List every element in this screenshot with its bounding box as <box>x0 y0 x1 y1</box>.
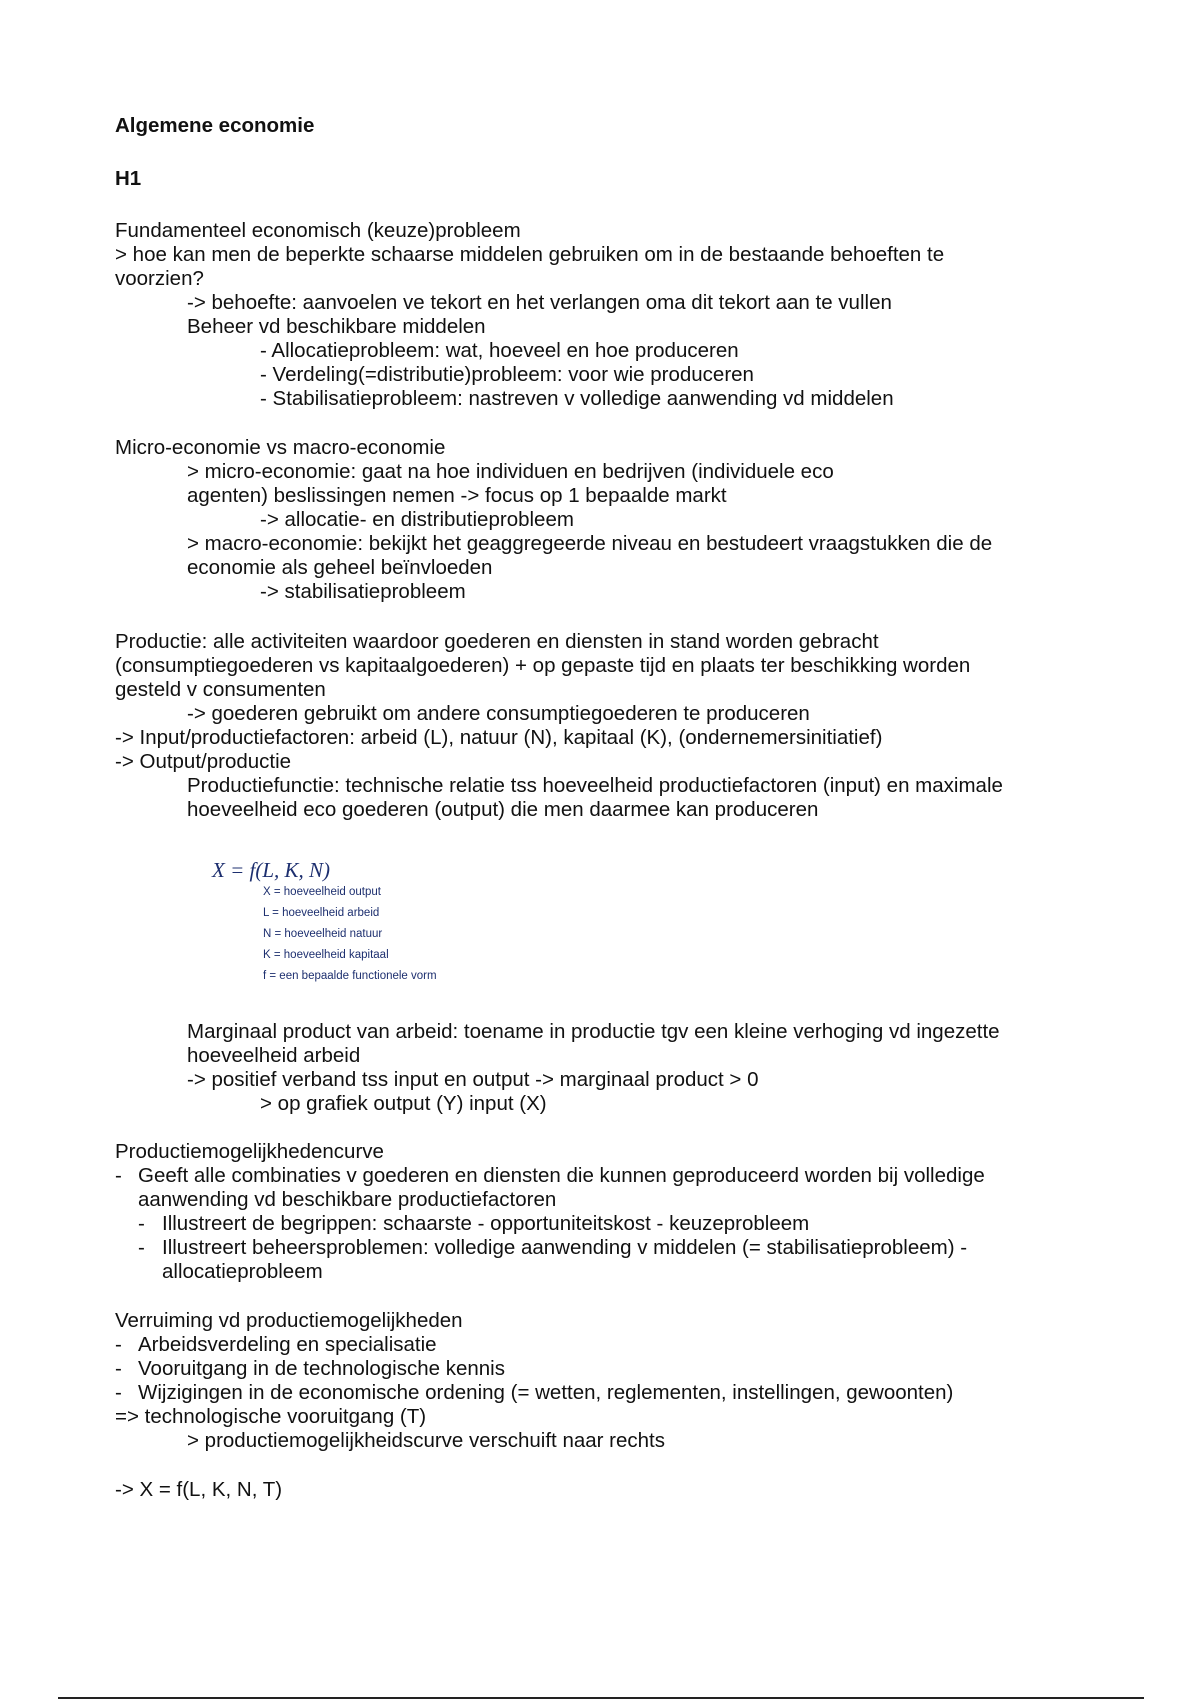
text-line: hoeveelheid eco goederen (output) die men daarmee kan produceren <box>187 798 819 821</box>
text-line: Productie: alle activiteiten waardoor goederen en diensten in stand worden gebracht <box>115 630 879 653</box>
text-line: > op grafiek output (Y) input (X) <box>260 1092 547 1115</box>
text-line: Fundamenteel economisch (keuze)probleem <box>115 219 521 242</box>
formula-legend-item: K = hoeveelheid kapitaal <box>263 949 389 961</box>
text-line: -> X = f(L, K, N, T) <box>115 1478 283 1501</box>
formula-legend-item: X = hoeveelheid output <box>263 886 381 898</box>
text-line: Beheer vd beschikbare middelen <box>187 315 486 338</box>
list-item: - Allocatieprobleem: wat, hoeveel en hoe produceren <box>260 339 739 362</box>
section-heading: Verruiming vd productiemogelijkheden <box>115 1309 463 1332</box>
bullet-dash: - <box>138 1236 145 1259</box>
formula-legend-item: N = hoeveelheid natuur <box>263 928 383 940</box>
text-line: -> Input/productiefactoren: arbeid (L), natuur (N), kapitaal (K), (ondernemersinitiatief) <box>115 726 883 749</box>
production-function-formula: X = f(L, K, N) <box>212 858 331 882</box>
text-line: > hoe kan men de beperkte schaarse middelen gebruiken om in de bestaande behoeften te <box>115 243 945 266</box>
list-item: Illustreert de begrippen: schaarste - opportuniteitskost - keuzeprobleem <box>162 1212 810 1235</box>
list-item: allocatieprobleem <box>162 1260 323 1283</box>
text-line: agenten) beslissingen nemen -> focus op 1 bepaalde markt <box>187 484 727 507</box>
text-line: > macro-economie: bekijkt het geaggregeerde niveau en bestudeert vraagstukken die de <box>187 532 993 555</box>
bullet-dash: - <box>115 1381 122 1404</box>
list-item: Illustreert beheersproblemen: volledige aanwending v middelen (= stabilisatieprobleem) - <box>162 1236 968 1259</box>
list-item: Geeft alle combinaties v goederen en diensten die kunnen geproduceerd worden bij volledige <box>138 1164 985 1187</box>
bullet-dash: - <box>115 1357 122 1380</box>
text-line: (consumptiegoederen vs kapitaalgoederen) + op gepaste tijd en plaats ter beschikking worden <box>115 654 971 677</box>
bullet-dash: - <box>115 1333 122 1356</box>
text-line: Marginaal product van arbeid: toename in productie tgv een kleine verhoging vd ingezette <box>187 1020 1000 1043</box>
text-line: Productiefunctie: technische relatie tss hoeveelheid productiefactoren (input) en maximale <box>187 774 1003 797</box>
text-line: gesteld v consumenten <box>115 678 326 701</box>
section-heading: Productiemogelijkhedencurve <box>115 1140 384 1163</box>
document-title: Algemene economie <box>115 114 315 137</box>
bullet-dash: - <box>138 1212 145 1235</box>
list-item: aanwending vd beschikbare productiefactoren <box>138 1188 557 1211</box>
list-item: Arbeidsverdeling en specialisatie <box>138 1333 437 1356</box>
text-line: -> behoefte: aanvoelen ve tekort en het verlangen oma dit tekort aan te vullen <box>187 291 892 314</box>
text-line: > micro-economie: gaat na hoe individuen en bedrijven (individuele eco <box>187 460 834 483</box>
page-bottom-rule <box>58 1697 1144 1699</box>
text-line: -> goederen gebruikt om andere consumptiegoederen te produceren <box>187 702 810 725</box>
chapter-heading: H1 <box>115 167 142 190</box>
text-line: voorzien? <box>115 267 204 290</box>
formula-legend-item: L = hoeveelheid arbeid <box>263 907 380 919</box>
list-item: Wijzigingen in de economische ordening (= wetten, reglementen, instellingen, gewoonten) <box>138 1381 954 1404</box>
list-item: - Stabilisatieprobleem: nastreven v volledige aanwending vd middelen <box>260 387 894 410</box>
bullet-dash: - <box>115 1164 122 1187</box>
text-line: => technologische vooruitgang (T) <box>115 1405 427 1428</box>
text-line: -> allocatie- en distributieprobleem <box>260 508 574 531</box>
section-heading: Micro-economie vs macro-economie <box>115 436 446 459</box>
text-line: > productiemogelijkheidscurve verschuift naar rechts <box>187 1429 665 1452</box>
text-line: -> Output/productie <box>115 750 292 773</box>
text-line: hoeveelheid arbeid <box>187 1044 361 1067</box>
text-line: economie als geheel beïnvloeden <box>187 556 493 579</box>
text-line: -> stabilisatieprobleem <box>260 580 466 603</box>
list-item: - Verdeling(=distributie)probleem: voor wie produceren <box>260 363 754 386</box>
formula-legend-item: f = een bepaalde functionele vorm <box>263 970 437 982</box>
list-item: Vooruitgang in de technologische kennis <box>138 1357 505 1380</box>
text-line: -> positief verband tss input en output -> marginaal product > 0 <box>187 1068 759 1091</box>
